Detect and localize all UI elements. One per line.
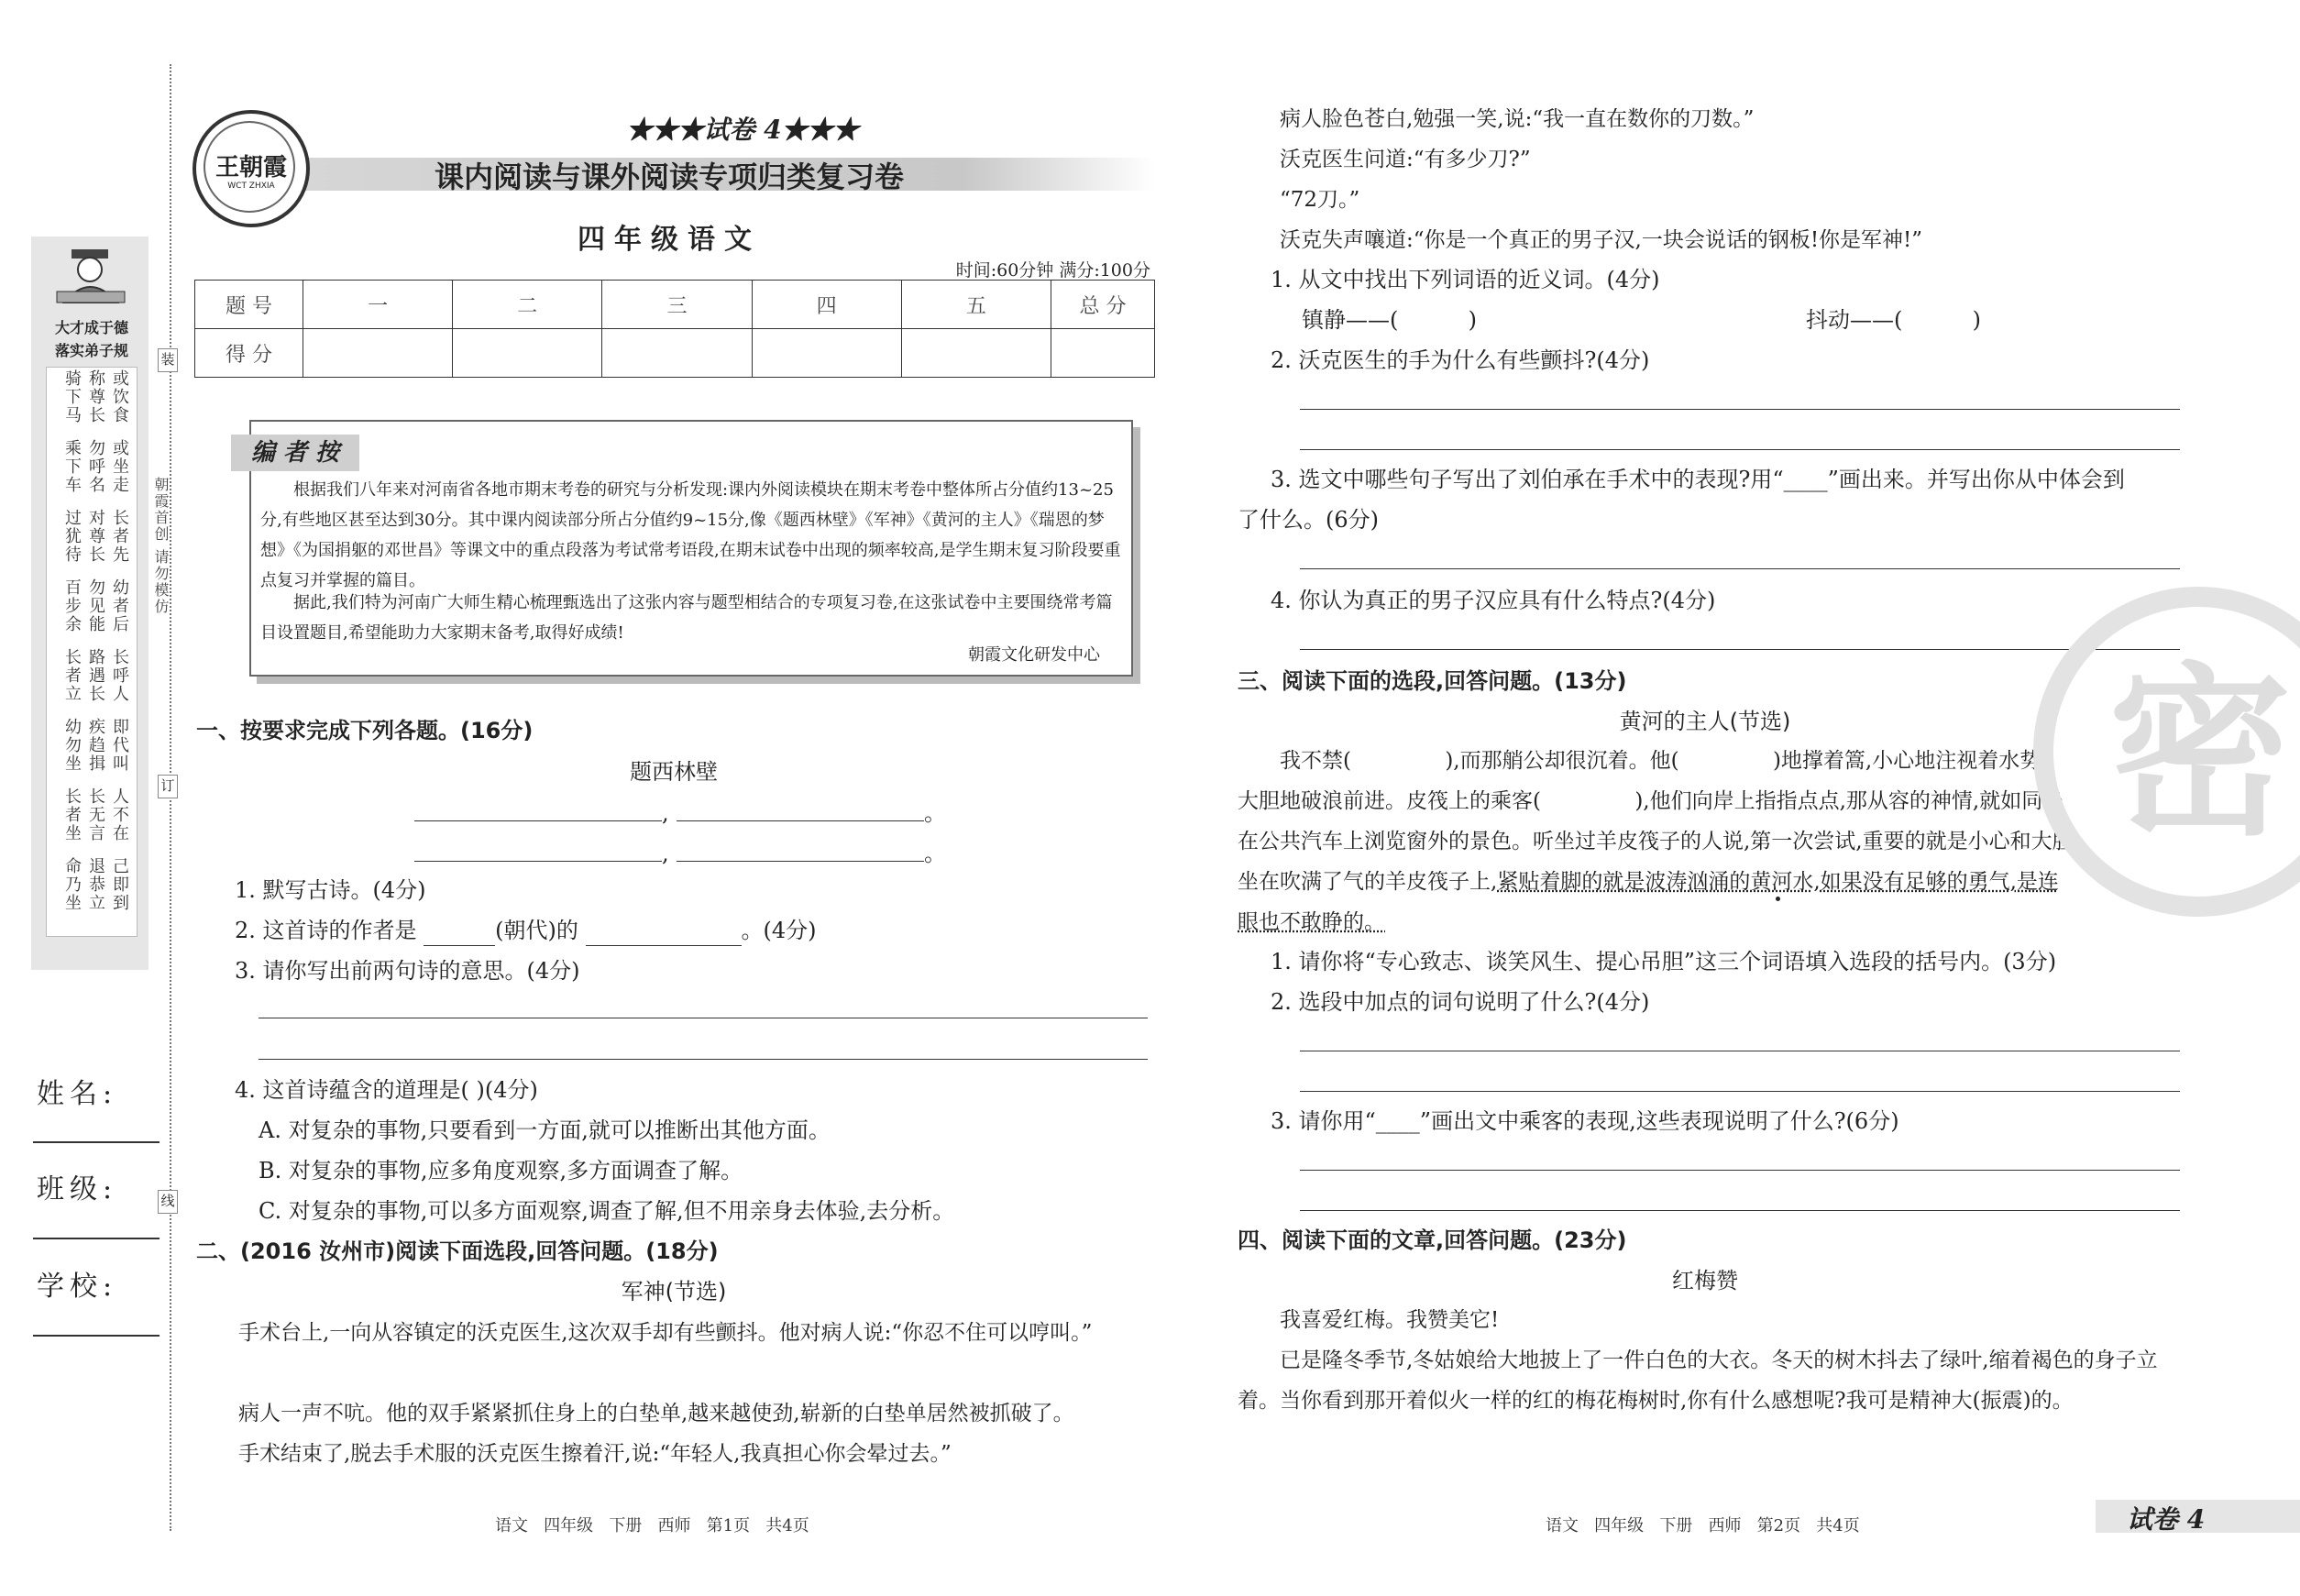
motto-column: 称尊长 (89, 369, 105, 425)
score-header-row (195, 281, 1155, 329)
binding-mark-3: 线 (158, 1190, 178, 1214)
option-b[interactable]: B. 对复杂的事物,应多角度观察,多方面调查了解。 (259, 1158, 743, 1183)
section2-title: 二、(2016 汝州市)阅读下面选段,回答问题。(18分) (196, 1238, 719, 1264)
motto-column: 即代叫 (113, 718, 129, 774)
editor-note-para2: 据此,我们特为河南广大师生精心梳理甄选出了这张内容与题型相结合的专项复习卷,在这张试卷中主要围绕常考篇目设置题目,希望能助力大家期末备考,取得好成绩! (260, 593, 1113, 643)
poem-line-2a[interactable] (414, 861, 662, 862)
exam-number: ★★★试卷 4★★★ (626, 115, 859, 145)
sec2-q2: 2. 沃克医生的手为什么有些颤抖?(4分) (1271, 347, 1650, 373)
sec3-q2: 2. 选段中加点的词句说明了什么?(4分) (1271, 989, 1650, 1015)
secret-stamp (2033, 587, 2300, 917)
motto-column: 长者立 (65, 648, 82, 704)
motto-column: 疾趋揖 (89, 718, 105, 774)
motto-column: 人不在 (113, 787, 129, 843)
huanghe-line-1: 我不禁( ),而那艄公却很沉着。他( )地撑着篙,小心地注视着水势, (1280, 749, 2048, 773)
score-col-5: 五 (901, 281, 1051, 329)
class-field[interactable] (33, 1238, 160, 1239)
sec1-q2 (235, 915, 817, 946)
footer-page-1: 语文 四年级 下册 西师 第1页 共4页 (495, 1516, 809, 1535)
hongmeizan-para-1: 我喜爱红梅。我赞美它! (1280, 1308, 1500, 1332)
score-cell[interactable] (901, 329, 1051, 378)
comma: , (662, 841, 669, 866)
binding-mark-1: 装 (158, 348, 178, 372)
poet-blank[interactable] (586, 921, 742, 946)
answer-line[interactable] (259, 1059, 1148, 1060)
score-col-total: 总 分 (1051, 281, 1155, 329)
section1-title: 一、按要求完成下列各题。(16分) (196, 718, 534, 743)
sec1-q2-part2: (朝代)的 (495, 918, 578, 943)
name-field[interactable] (33, 1141, 160, 1143)
score-col-4: 四 (752, 281, 901, 329)
dotted-phrase: 紧贴着脚的就是波涛汹涌的黄河水,如果没有足够的勇气,是连 (1497, 870, 2059, 894)
poem-line-1a[interactable] (414, 820, 662, 821)
motto-column: 幼者后 (113, 578, 129, 634)
motto-column: 过犹待 (65, 509, 82, 565)
mascot-icon (51, 246, 130, 310)
score-cell[interactable] (303, 329, 453, 378)
hongmeizan-para-2: 已是隆冬季节,冬姑娘给大地披上了一件白色的大衣。冬天的树木抖去了绿叶,缩着褐色的身子立着。当你看到那开着似火一样的红的梅花梅树时,你有什么感想呢?我可是精神大(振震)的。 (1238, 1348, 2158, 1413)
motto-column: 勿见能 (89, 578, 105, 634)
score-value-row (195, 329, 1155, 378)
score-col-1: 一 (303, 281, 453, 329)
score-cell[interactable] (453, 329, 602, 378)
motto-column: 或坐走 (113, 439, 129, 495)
logo-icon (193, 110, 310, 227)
answer-line[interactable] (1300, 568, 2180, 569)
sec2-q3: 3. 选文中哪些句子写出了刘伯承在手术中的表现?用“____”画出来。并写出你从中体会到 (1271, 467, 2125, 492)
answer-line[interactable] (1300, 1091, 2180, 1092)
motto-column: 对尊长 (89, 509, 105, 565)
junshen-title: 军神(节选) (621, 1279, 727, 1304)
time-score: 时间:60分钟 满分:100分 (955, 260, 1150, 281)
motto-column: 或饮食 (113, 369, 129, 425)
motto-column: 命乃坐 (65, 857, 82, 913)
sec1-q1: 1. 默写古诗。(4分) (235, 877, 426, 903)
score-col-2: 二 (453, 281, 602, 329)
sec3-q1: 1. 请你将“专心致志、谈笑风生、提心吊胆”这三个词语填入选段的括号内。(3分) (1271, 949, 2057, 974)
sec1-q4: 4. 这首诗蕴含的道理是( )(4分) (235, 1077, 538, 1103)
motto-column: 百步余 (65, 578, 82, 634)
binding-mark-2: 订 (158, 775, 178, 798)
junshen-para-5: 沃克医生问道:“有多少刀?” (1280, 148, 1531, 171)
motto-column: 长呼人 (113, 648, 129, 704)
junshen-para-2: 病人一声不吭。他的双手紧紧抓住身上的白垫单,越来越使劲,崭新的白垫单居然被抓破了。 (238, 1402, 1074, 1425)
period: 。 (924, 800, 946, 826)
motto-column: 长者坐 (65, 787, 82, 843)
sec1-q3: 3. 请你写出前两句诗的意思。(4分) (235, 958, 580, 984)
logo-subtext: WCT ZHXIA (227, 182, 275, 191)
hongmeizan-title: 红梅赞 (1672, 1268, 1738, 1293)
answer-line[interactable] (1300, 1210, 2180, 1211)
score-cell[interactable] (752, 329, 901, 378)
huanghe-title: 黄河的主人(节选) (1619, 709, 1791, 734)
junshen-para-4: 病人脸色苍白,勉强一笑,说:“我一直在数你的刀数。” (1280, 107, 1755, 131)
motto-column: 路遇长 (89, 648, 105, 704)
poem-line-2b[interactable] (677, 861, 924, 862)
comma: , (662, 800, 669, 826)
motto-column: 幼勿坐 (65, 718, 82, 774)
sec3-q3: 3. 请你用“____”画出文中乘客的表现,这些表现说明了什么?(6分) (1271, 1108, 1899, 1134)
motto-column: 勿呼名 (89, 439, 105, 495)
junshen-para-1: 手术台上,一向从容镇定的沃克医生,这次双手却有些颤抖。他对病人说:“你忍不住可以哼叫。” (238, 1321, 1093, 1345)
secret-stamp-text: 密 (2107, 645, 2292, 861)
poem-title: 题西林壁 (630, 759, 718, 785)
sec1-q2-part1: 2. 这首诗的作者是 (235, 918, 417, 943)
junshen-para-7: 沃克失声嚷道:“你是一个真正的男子汉,一块会说话的钢板!你是军神!” (1280, 228, 1923, 252)
poem-line-1b[interactable] (677, 820, 924, 821)
score-label: 题 号 (195, 281, 303, 329)
huanghe-line-2: 大胆地破浪前进。皮筏上的乘客( ),他们向岸上指指点点,那从容的神情,就如同坐 (1238, 789, 2064, 813)
author-blank[interactable] (424, 921, 495, 946)
period: 。 (924, 841, 946, 866)
answer-line[interactable] (1300, 649, 2180, 650)
logo-text: 王朝霞 (215, 154, 287, 182)
motto-column: 长无言 (89, 787, 105, 843)
class-label: 班级: (37, 1173, 118, 1205)
name-label: 姓名: (37, 1078, 118, 1110)
huanghe-line-3: 在公共汽车上浏览窗外的景色。听坐过羊皮筏子的人说,第一次尝试,重要的就是小心和大胆。 (1238, 830, 2095, 853)
motto-title-1: 大才成于德 (54, 319, 128, 336)
huanghe-line-4 (1238, 862, 2059, 902)
junshen-para-3: 手术结束了,脱去手术服的沃克医生擦着汗,说:“年轻人,我真担心你会晕过去。” (238, 1442, 952, 1466)
score-row-label: 得 分 (195, 329, 303, 378)
motto-column: 骑下马 (65, 369, 82, 425)
motto-column: 长者先 (113, 509, 129, 565)
motto-title-2: 落实弟子规 (54, 342, 128, 359)
synonym-shake[interactable]: 抖动——( ) (1806, 307, 1982, 333)
answer-line[interactable] (1300, 449, 2180, 450)
school-label: 学校: (37, 1271, 118, 1303)
sec1-q2-part3: 。(4分) (741, 918, 817, 943)
sec2-q4: 4. 你认为真正的男子汉应具有什么特点?(4分) (1271, 588, 1716, 613)
school-field[interactable] (33, 1335, 160, 1337)
subject-title: 四年级语文 (578, 224, 761, 256)
editor-note-tag: 编 者 按 (231, 435, 359, 471)
option-c[interactable]: C. 对复杂的事物,可以多方面观察,调查了解,但不用亲身去体验,去分析。 (259, 1198, 955, 1224)
editor-note-para1: 根据我们八年来对河南省各地市期末考卷的研究与分析发现:课内外阅读模块在期末考卷中整体所占分值约13~25分,有些地区甚至达到30分。其中课内阅读部分所占分值约9~15分,像《题西林壁》《军神》《黄河的主人》《瑞恩的梦想》《为国捐躯的邓世昌》等课文中的重点段落为考试常考语段,在期末试卷中出现的频率较高,是学生期末复习阶段要重点复习并掌握的篇目。 (260, 480, 1121, 590)
section3-title: 三、阅读下面的选段,回答问题。(13分) (1238, 668, 1627, 694)
score-col-3: 三 (602, 281, 752, 329)
exam-title: 课内阅读与课外阅读专项归类复习卷 (434, 160, 904, 194)
sec2-q3-cont: 了什么。(6分) (1238, 507, 1379, 533)
score-table (194, 280, 1155, 378)
motto-column: 己即到 (113, 857, 129, 913)
motto-column: 退恭立 (89, 857, 105, 913)
editor-note-sign: 朝霞文化研发中心 (968, 645, 1100, 665)
score-cell[interactable] (602, 329, 752, 378)
section4-title: 四、阅读下面的文章,回答问题。(23分) (1238, 1227, 1627, 1253)
huanghe-line-4a: 坐在吹满了气的羊皮筏子上, (1238, 870, 1498, 894)
footer-page-2: 语文 四年级 下册 西师 第2页 共4页 (1546, 1516, 1860, 1535)
synonym-calm[interactable]: 镇静——( ) (1302, 307, 1478, 333)
score-cell[interactable] (1051, 329, 1155, 378)
copyright-note: 朝霞首创 请勿模仿 (152, 477, 170, 616)
answer-line[interactable] (1300, 1170, 2180, 1171)
junshen-para-6: “72刀。” (1280, 188, 1360, 212)
footer-exam-tag: 试卷 4 (2127, 1504, 2206, 1535)
answer-line[interactable] (1300, 409, 2180, 410)
option-a[interactable]: A. 对复杂的事物,只要看到一方面,就可以推断出其他方面。 (259, 1117, 831, 1143)
motto-column: 乘下车 (65, 439, 82, 495)
sec2-q1: 1. 从文中找出下列词语的近义词。(4分) (1271, 267, 1660, 292)
huanghe-line-5: 眼也不敢睁的。 (1238, 910, 1385, 934)
